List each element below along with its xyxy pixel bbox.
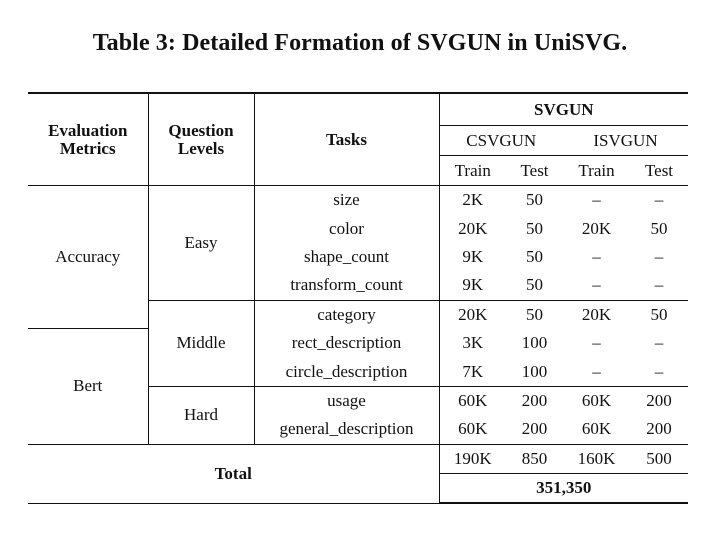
csvgun-test-cell: 50 <box>526 246 543 266</box>
isvgun-test-cell: – <box>654 246 664 266</box>
task-cell: transform_count <box>254 271 439 300</box>
csvgun-test-cell: 50 <box>506 300 563 329</box>
table-caption: Table 3: Detailed Formation of SVGUN in UniSVG. <box>92 30 628 56</box>
csvgun-test-cell: 200 <box>521 419 548 439</box>
level-middle: Middle <box>148 300 254 386</box>
isvgun-train-cell: 20K <box>563 300 630 329</box>
task-cell: usage <box>254 386 439 415</box>
task-cell: category <box>254 300 439 329</box>
header-csvgun-train: Train <box>439 156 506 186</box>
total-csvgun-test: 850 <box>506 444 563 473</box>
isvgun-train-cell: – <box>592 275 601 295</box>
header-csvgun-test: Test <box>506 156 563 186</box>
csvgun-train-cell: 7K <box>462 361 484 381</box>
level-hard: Hard <box>148 386 254 444</box>
task-cell: rect_description <box>254 329 439 357</box>
header-isvgun-test: Test <box>630 156 688 186</box>
total-isvgun-train: 160K <box>563 444 630 473</box>
task-cell: size <box>254 186 439 215</box>
header-tasks: Tasks <box>254 93 439 186</box>
svgun-formation-table <box>28 92 688 504</box>
isvgun-test-cell: – <box>654 333 664 353</box>
header-isvgun: ISVGUN <box>563 126 688 156</box>
header-question-levels: Question Levels <box>148 93 254 186</box>
isvgun-train-cell: 60K <box>563 386 630 415</box>
isvgun-train-cell: 20K <box>581 218 612 238</box>
csvgun-train-cell: 60K <box>439 386 506 415</box>
metric-accuracy: Accuracy <box>28 186 148 329</box>
header-svgun: SVGUN <box>439 93 688 126</box>
task-cell: general_description <box>254 415 439 444</box>
csvgun-test-cell: 50 <box>526 218 543 238</box>
csvgun-test-cell: 200 <box>506 386 563 415</box>
csvgun-train-cell: 60K <box>458 419 488 439</box>
total-csvgun-train: 190K <box>439 444 506 473</box>
csvgun-test-cell: 50 <box>526 190 543 210</box>
level-easy: Easy <box>148 186 254 301</box>
csvgun-train-cell: 3K <box>462 333 484 353</box>
total-label: Total <box>28 444 439 503</box>
metric-bert: Bert <box>28 329 148 444</box>
isvgun-test-cell: – <box>654 275 664 295</box>
csvgun-train-cell: 20K <box>458 218 488 238</box>
isvgun-test-cell: – <box>654 190 664 210</box>
csvgun-train-cell: 9K <box>462 246 484 266</box>
task-cell: shape_count <box>254 243 439 271</box>
isvgun-test-cell: 50 <box>630 300 688 329</box>
isvgun-test-cell: 200 <box>646 419 672 439</box>
header-evaluation-metrics: Evaluation Metrics <box>28 93 148 186</box>
total-isvgun-test: 500 <box>630 444 688 473</box>
csvgun-train-cell: 20K <box>439 300 506 329</box>
total-row <box>28 444 688 473</box>
isvgun-train-cell: – <box>592 361 601 381</box>
isvgun-train-cell: 60K <box>581 419 612 439</box>
header-isvgun-train: Train <box>563 156 630 186</box>
table-row <box>28 186 688 215</box>
task-cell: circle_description <box>254 357 439 386</box>
isvgun-train-cell: – <box>592 246 601 266</box>
isvgun-test-cell: – <box>654 361 664 381</box>
isvgun-test-cell: 50 <box>650 218 668 238</box>
header-csvgun: CSVGUN <box>439 126 563 156</box>
csvgun-train-cell: 2K <box>462 190 484 210</box>
grand-total-value: 351,350 <box>439 473 688 503</box>
table-row <box>28 329 688 357</box>
csvgun-test-cell: 100 <box>521 361 548 381</box>
isvgun-train-cell: – <box>592 190 601 210</box>
isvgun-train-cell: – <box>592 333 601 353</box>
csvgun-train-cell: 9K <box>462 275 484 295</box>
task-cell: color <box>254 214 439 242</box>
csvgun-test-cell: 50 <box>526 275 543 295</box>
isvgun-test-cell: 200 <box>630 386 688 415</box>
csvgun-test-cell: 100 <box>521 333 548 353</box>
